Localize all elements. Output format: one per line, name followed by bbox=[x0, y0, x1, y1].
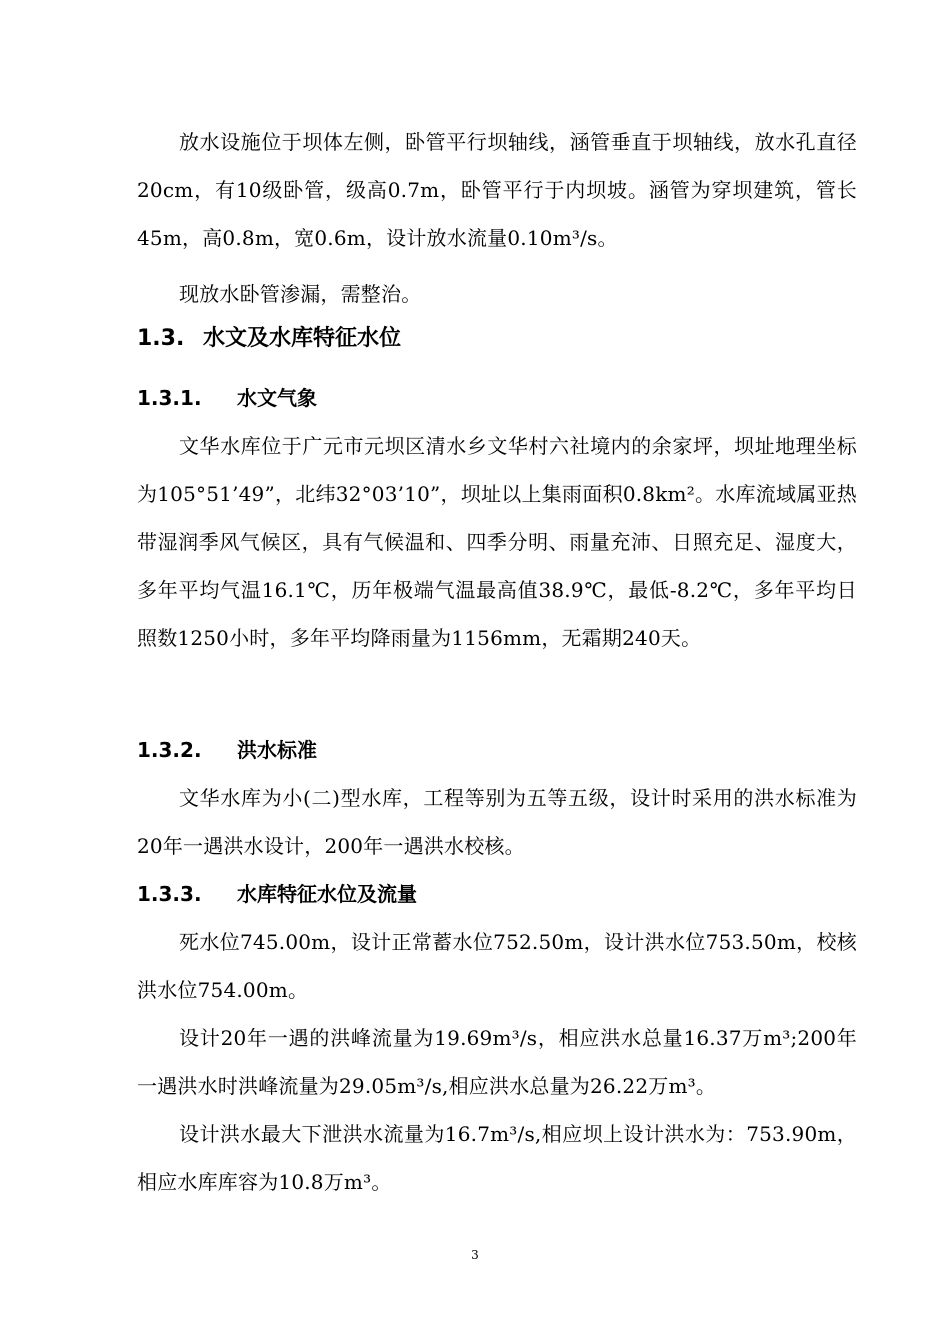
section-number: 1.3.2. bbox=[137, 738, 202, 762]
section-number: 1.3.3. bbox=[137, 882, 202, 906]
section-number: 1.3.1. bbox=[137, 386, 202, 410]
section-heading-1-3 bbox=[137, 322, 857, 356]
paragraph-characteristic-levels: 死水位745.00m，设计正常蓄水位752.50m，设计洪水位753.50m，校核洪水位754.00m。 bbox=[137, 930, 857, 1002]
section-title: 水文气象 bbox=[237, 386, 317, 410]
section-title: 洪水标准 bbox=[237, 738, 317, 762]
page-number: 3 bbox=[471, 1248, 479, 1262]
section-heading-1-3-2 bbox=[137, 734, 857, 766]
section-heading-1-3-1 bbox=[137, 382, 857, 414]
paragraph-outlet-status: 现放水卧管渗漏，需整治。 bbox=[179, 282, 422, 306]
paragraph-flood-standard: 文华水库为小(二)型水库，工程等别为五等五级，设计时采用的洪水标准为20年一遇洪水设计，200年一遇洪水校核。 bbox=[137, 786, 857, 858]
section-heading-1-3-3 bbox=[137, 878, 857, 910]
section-title: 水文及水库特征水位 bbox=[203, 326, 402, 351]
section-title: 水库特征水位及流量 bbox=[237, 882, 417, 906]
paragraph-outlet-description: 放水设施位于坝体左侧，卧管平行坝轴线，涵管垂直于坝轴线，放水孔直径20cm，有10级卧管，级高0.7m，卧管平行于内坝坡。涵管为穿坝建筑，管长45m，高0.8m，宽0.6m，设计放水流量0.10m³/s。 bbox=[137, 130, 857, 250]
paragraph-peak-flow: 设计20年一遇的洪峰流量为19.69m³/s，相应洪水总量16.37万m³;200年一遇洪水时洪峰流量为29.05m³/s,相应洪水总量为26.22万m³。 bbox=[137, 1026, 857, 1098]
section-number: 1.3. bbox=[137, 326, 185, 351]
paragraph-max-discharge: 设计洪水最大下泄洪水流量为16.7m³/s,相应坝上设计洪水为：753.90m，相应水库库容为10.8万m³。 bbox=[137, 1122, 857, 1194]
paragraph-hydrology-climate: 文华水库位于广元市元坝区清水乡文华村六社境内的余家坪，坝址地理坐标为105°51’49”，北纬32°03’10”，坝址以上集雨面积0.8km²。水库流域属亚热带湿润季风气候区，具有气候温和、四季分明、雨量充沛、日照充足、湿度大，多年平均气温16.1℃，历年极端气温最高值38.9℃，最低-8.2℃，多年平均日照数1250小时，多年平均降雨量为1156mm，无霜期240天。 bbox=[137, 434, 857, 650]
